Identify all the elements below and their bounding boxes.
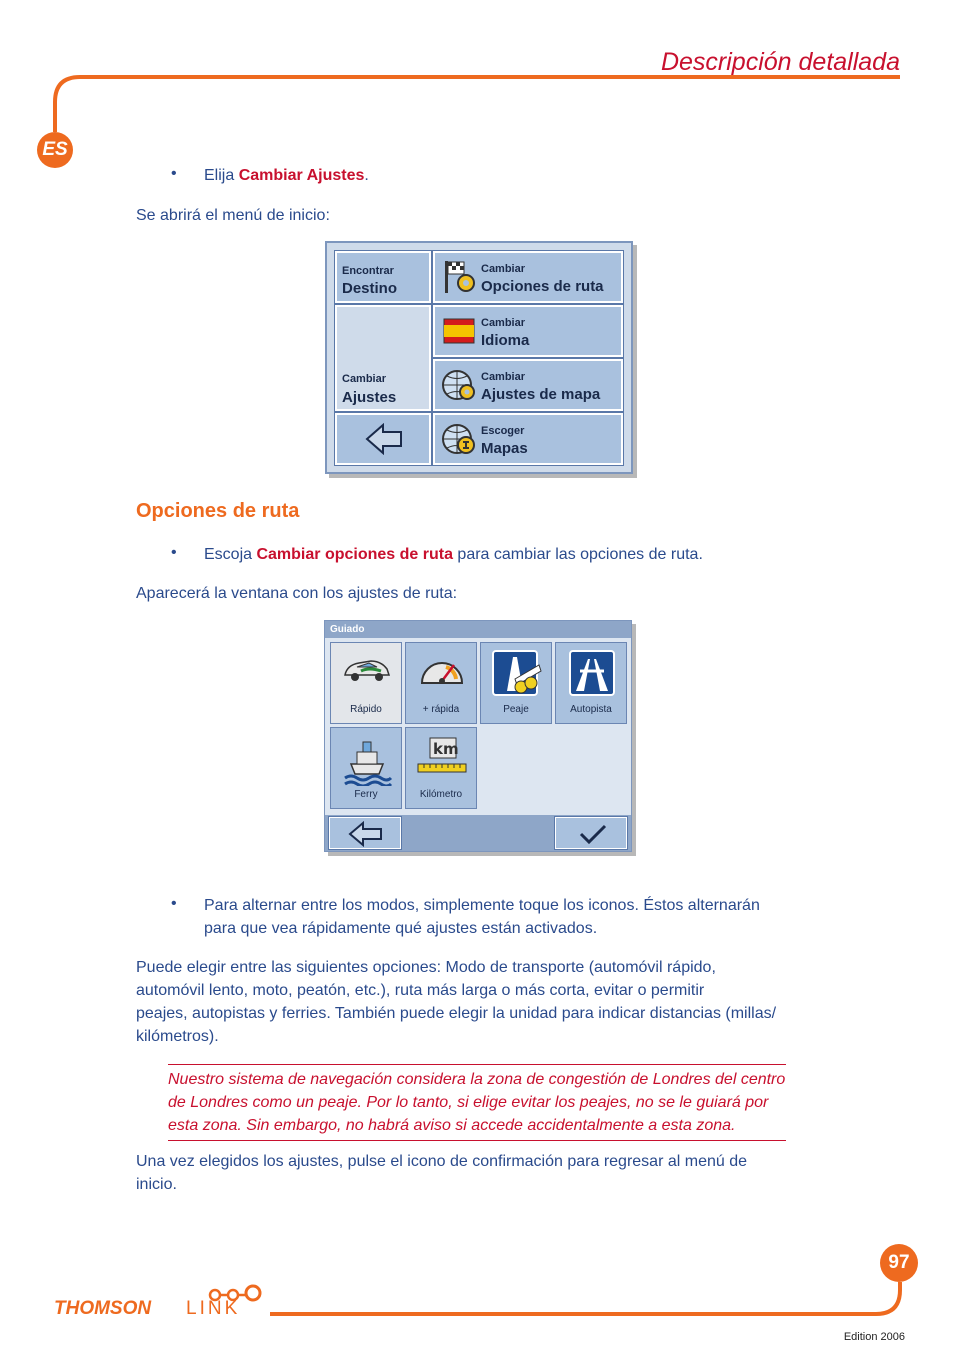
bullet-marker: • (171, 895, 177, 912)
speedometer-icon (416, 649, 468, 689)
menu-button-big-label: Idioma (481, 332, 530, 349)
para-menu-intro: Se abrirá el menú de inicio: (136, 207, 330, 224)
km-ruler-icon (416, 734, 468, 782)
step1-suffix: . (364, 167, 369, 184)
menu-language-button[interactable] (433, 305, 623, 357)
step2-prefix: Escoja (204, 546, 257, 563)
menu-button-small-label: Encontrar (342, 265, 394, 277)
route-settings-screenshot (324, 620, 632, 852)
congestion-zone-note (168, 1064, 786, 1141)
menu-button-big-label: Mapas (481, 440, 528, 457)
para-confirm-line2: inicio. (136, 1176, 177, 1193)
back-arrow-icon (348, 821, 384, 847)
thomson-link-logo (54, 1283, 266, 1323)
tile-ferry[interactable] (330, 727, 402, 809)
step1-prefix: Elija (204, 167, 239, 184)
highway-icon (566, 649, 618, 697)
page-header-title: Descripción detallada (660, 48, 900, 76)
menu-button-small-label: Cambiar (342, 373, 387, 385)
guiado-back-button[interactable] (329, 817, 401, 849)
start-menu-screenshot (325, 241, 633, 474)
menu-button-small-label: Cambiar (481, 263, 526, 275)
tile-label: Ferry (354, 789, 378, 800)
menu-button-big-label: Destino (342, 280, 398, 297)
back-arrow-icon (365, 423, 405, 455)
tile-toll[interactable] (480, 642, 552, 724)
note-line3: esta zona. Sin embargo, no habrá aviso si accede accidentalmente a esta zona. (168, 1117, 736, 1134)
para-confirm-line1: Una vez elegidos los ajustes, pulse el icono de confirmación para regresar al menú de (136, 1153, 748, 1170)
car-icon (341, 649, 393, 689)
menu-change-settings-button[interactable] (335, 305, 431, 411)
globe-gear-icon (441, 367, 477, 403)
flag-gear-icon (441, 259, 477, 295)
language-badge: ES (37, 132, 73, 168)
step2-text (204, 543, 703, 566)
brand-name-thomson: THOMSON (54, 1298, 152, 1319)
toll-icon (491, 649, 543, 697)
tile-label: Autopista (570, 704, 612, 715)
tile-label: Kilómetro (419, 789, 463, 800)
step1-bold: Cambiar Ajustes (238, 167, 365, 184)
menu-route-options-button[interactable] (433, 251, 623, 303)
note-line1: Nuestro sistema de navegación considera la zona de congestión de Londres del centro (168, 1071, 786, 1088)
menu-button-small-label: Cambiar (481, 317, 526, 329)
tile-label: Rápido (350, 704, 382, 715)
menu-button-small-label: Cambiar (481, 371, 526, 383)
checkmark-icon (578, 823, 608, 845)
tile-fast-mode[interactable] (330, 642, 402, 724)
tile-label: + rápida (422, 704, 460, 715)
tile-kilometer[interactable] (405, 727, 477, 809)
guiado-title-bar: Guiado (325, 621, 631, 638)
menu-button-big-label: Opciones de ruta (481, 278, 604, 295)
note-line2: de Londres como un peaje. Por lo tanto, si elige evitar los peajes, no se le guiará por (168, 1094, 769, 1111)
menu-back-button[interactable] (335, 413, 431, 465)
tile-label: Peaje (503, 704, 529, 715)
ferry-icon (341, 734, 393, 786)
tile-faster-mode[interactable] (405, 642, 477, 724)
menu-choose-maps-button[interactable] (433, 413, 623, 465)
menu-button-small-label: Escoger (481, 425, 525, 437)
menu-button-big-label: Ajustes (342, 389, 397, 406)
section-title: Opciones de ruta (136, 500, 300, 522)
menu-button-big-label: Ajustes de mapa (481, 386, 601, 403)
globe-map-icon (441, 421, 477, 457)
tile-highway[interactable] (555, 642, 627, 724)
para-options-line2: automóvil lento, moto, peatón, etc.), ruta más larga o más corta, evitar o permitir (136, 982, 705, 999)
step1-text (204, 164, 369, 187)
bullet-marker: • (171, 165, 177, 182)
step2-bold: Cambiar opciones de ruta (256, 546, 453, 563)
para-options-line1: Puede elegir entre las siguientes opciones: Modo de transporte (automóvil rápido, (136, 959, 716, 976)
para-options-line4: kilómetros). (136, 1028, 219, 1045)
menu-map-settings-button[interactable] (433, 359, 623, 411)
step3-line2: para que vea rápidamente qué ajustes están activados. (204, 920, 598, 937)
brand-name-link: LINK (186, 1298, 241, 1319)
para-route-window-intro: Aparecerá la ventana con los ajustes de ruta: (136, 585, 458, 602)
svg-text:km: km (433, 740, 459, 758)
menu-find-destination-button[interactable] (335, 251, 431, 303)
spain-flag-icon (441, 313, 477, 349)
guiado-confirm-button[interactable] (555, 817, 627, 849)
page-number-badge: 97 (880, 1244, 918, 1282)
step3-line1: Para alternar entre los modos, simplemente toque los iconos. Éstos alternarán (204, 897, 760, 914)
bullet-marker: • (171, 544, 177, 561)
para-options-line3: peajes, autopistas y ferries. También puede elegir la unidad para indicar distancias (millas/ (136, 1005, 777, 1022)
step2-suffix: para cambiar las opciones de ruta. (452, 546, 703, 563)
edition-label: Edition 2006 (843, 1331, 905, 1343)
